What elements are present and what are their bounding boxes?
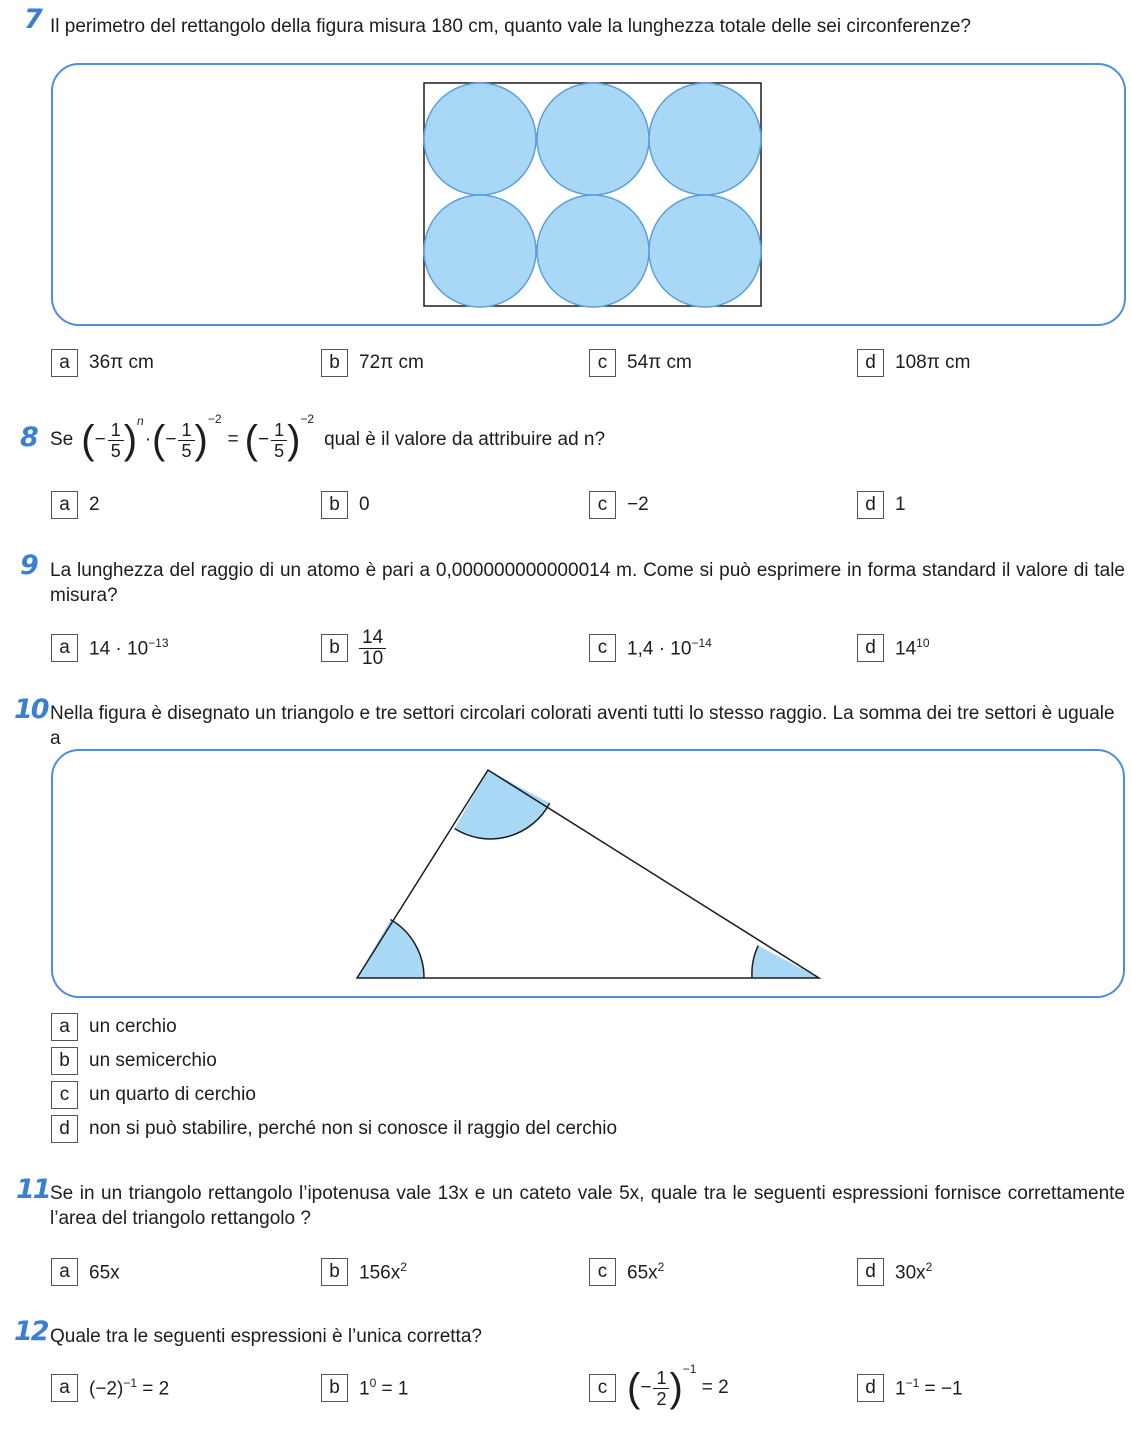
sector-left (357, 920, 424, 979)
option-c[interactable]: c $1,4 \cdot 10^{-14}$ (589, 633, 712, 663)
option-letter: c (51, 1081, 78, 1109)
fraction: $\frac{1}{5}$ (108, 420, 124, 461)
option-d[interactable]: d $14^{10}$ (857, 633, 930, 663)
option-letter: b (321, 491, 348, 519)
option-c[interactable] (589, 1361, 729, 1410)
option-c[interactable] (51, 1080, 256, 1110)
option-letter: d (857, 1374, 884, 1402)
option-value: ( − $\frac{1}{2}$ ) −1 = 2 (627, 1361, 729, 1410)
option-b[interactable] (321, 490, 370, 520)
question-text: Nella figura è disegnato un triangolo e tre settori circolari colorati aventi tutti lo stesso raggio. La somma dei tre settori è uguale a (50, 703, 1115, 749)
question-text-suffix: qual è il valore da attribuire ad n? (324, 429, 606, 450)
option-c[interactable] (589, 348, 692, 378)
option-value: 1 (895, 494, 906, 515)
option-letter: a (51, 634, 78, 662)
option-value: 65x (89, 1262, 120, 1284)
sector-top (455, 770, 550, 839)
option-b[interactable]: b $156x^2$ (321, 1257, 407, 1287)
option-b[interactable] (321, 626, 386, 669)
option-value: 36π cm (89, 352, 154, 373)
option-value: un semicerchio (89, 1050, 217, 1071)
option-value: (−2) (89, 1378, 124, 1400)
option-letter: b (321, 1258, 348, 1286)
circle (649, 83, 761, 195)
option-a[interactable]: a $(-2)^{-1} = 2$ (51, 1373, 169, 1403)
option-d[interactable] (857, 348, 970, 378)
question-text: Se in un triangolo rettangolo l’ipotenusa vale 13x e un cateto vale 5x, quale tra le seguenti espressioni fornisce correttamente l’area del triangolo rettangolo ? (50, 1183, 1125, 1229)
question-number: 7 (24, 4, 41, 35)
option-c[interactable]: c $65x^2$ (589, 1257, 664, 1287)
option-d[interactable]: d $1^{-1} = -1$ (857, 1373, 963, 1403)
question-text: La lunghezza del raggio di un atomo è pari a 0,000000000000014 m. Come si può esprimere in forma standard il valore di tale misura? (50, 560, 1125, 606)
option-letter: a (51, 349, 78, 377)
question-number: 12 (14, 1316, 48, 1347)
option-value: $\frac{14}{10}$ (359, 628, 386, 669)
triangle-figure (53, 751, 1123, 996)
option-letter: d (857, 634, 884, 662)
option-d[interactable]: d $30x^2$ (857, 1257, 932, 1287)
question-text: Quale tra le seguenti espressioni è l’unica corretta? (50, 1326, 482, 1347)
circle (537, 195, 649, 307)
fraction: $\frac{1}{5}$ (178, 420, 194, 461)
option-a[interactable] (51, 490, 100, 520)
option-value: un cerchio (89, 1016, 177, 1037)
circles-rectangle-figure (53, 65, 1124, 324)
option-b[interactable]: b $1^0 = 1$ (321, 1373, 409, 1403)
option-value: 0 (359, 494, 370, 515)
option-letter: c (589, 491, 616, 519)
option-a[interactable] (51, 348, 154, 378)
sector-right (752, 946, 819, 978)
option-b[interactable] (51, 1046, 217, 1076)
question-number: 11 (16, 1174, 50, 1205)
option-letter: c (589, 1374, 616, 1402)
option-letter: d (857, 349, 884, 377)
option-letter: a (51, 491, 78, 519)
option-letter: c (589, 1258, 616, 1286)
question-number: 8 (20, 422, 37, 453)
option-value: 14 · 10 (89, 638, 149, 660)
option-letter: d (857, 1258, 884, 1286)
option-value: 108π cm (895, 352, 971, 373)
question-formula: Se ( − $\frac{1}{5}$ ) n · ( − $\frac{1}{5}$ ) −2 = ( − $\frac{1}{5}$ ) −2 qual è il valore da attribuire ad n? (50, 412, 606, 462)
option-value: non si può stabilire, perché non si conosce il raggio del cerchio (89, 1118, 618, 1139)
option-value: −2 (627, 494, 649, 515)
option-letter: b (51, 1047, 78, 1075)
option-letter: b (321, 634, 348, 662)
triangle (357, 770, 819, 978)
option-value: 1,4 · 10 (627, 638, 692, 660)
option-a[interactable] (51, 1012, 177, 1042)
question-number: 10 (14, 694, 48, 725)
option-value: 1 (359, 1378, 370, 1400)
option-letter: c (589, 634, 616, 662)
option-letter: b (321, 349, 348, 377)
option-value: 30x (895, 1262, 926, 1284)
circle (537, 83, 649, 195)
option-letter: a (51, 1013, 78, 1041)
option-value: 54π cm (627, 352, 692, 373)
option-letter: a (51, 1258, 78, 1286)
question-text: Il perimetro del rettangolo della figura misura 180 cm, quanto vale la lunghezza totale delle sei circonferenze? (50, 16, 971, 37)
option-a[interactable]: a $14 \cdot 10^{-13}$ (51, 633, 169, 663)
option-a[interactable] (51, 1257, 120, 1287)
figure-box (51, 63, 1126, 326)
option-c[interactable] (589, 490, 649, 520)
option-letter: a (51, 1374, 78, 1402)
option-value: 14 (895, 638, 917, 660)
circle (649, 195, 761, 307)
figure-box (51, 749, 1125, 998)
option-value: un quarto di cerchio (89, 1084, 256, 1105)
question-text-prefix: Se (50, 429, 74, 450)
circle (424, 83, 536, 195)
option-value: 72π cm (359, 352, 424, 373)
option-value: 65x (627, 1262, 658, 1284)
option-value: 1 (895, 1378, 906, 1400)
option-d[interactable] (857, 490, 906, 520)
fraction: $\frac{1}{5}$ (271, 420, 287, 461)
option-letter: b (321, 1374, 348, 1402)
circle (424, 195, 536, 307)
option-letter: d (857, 491, 884, 519)
option-d[interactable] (51, 1114, 617, 1144)
option-value: 156x (359, 1262, 401, 1284)
question-number: 9 (20, 550, 37, 581)
option-letter: c (589, 349, 616, 377)
option-letter: d (51, 1115, 78, 1143)
option-value: 2 (89, 494, 100, 515)
option-b[interactable] (321, 348, 424, 378)
